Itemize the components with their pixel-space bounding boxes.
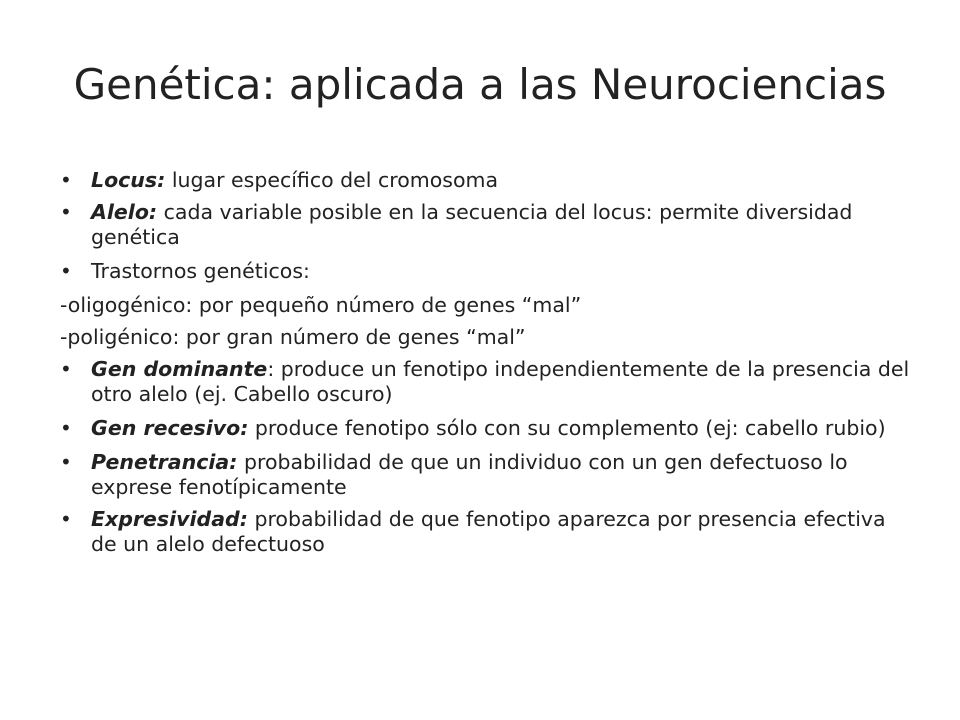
bullet-item-trastornos: [60, 259, 910, 284]
definition-expresividad: probabilidad de que fenotipo aparezca por presencia efectiva de un alelo defectuoso: [91, 507, 886, 556]
bullet-icon: •: [60, 168, 72, 192]
bullet-item-gen-recesivo: [60, 416, 910, 441]
definition-penetrancia: probabilidad de que un individuo con un gen defectuoso lo exprese fenotípicamente: [91, 450, 848, 499]
definition-alelo: cada variable posible en la secuencia del locus: permite diversidad genética: [91, 200, 853, 249]
slide-content: [60, 168, 910, 557]
bullet-item-locus: [60, 168, 910, 193]
term-penetrancia: Penetrancia:: [91, 450, 238, 474]
term-gen-recesivo: Gen recesivo:: [91, 416, 249, 440]
term-expresividad: Expresividad:: [91, 507, 248, 531]
bullet-icon: •: [60, 416, 72, 440]
slide-title: Genética: aplicada a las Neurociencias: [73, 60, 887, 109]
bullet-item-gen-dominante: [60, 357, 910, 407]
subitem-poligenico: [60, 325, 910, 350]
definition-gen-recesivo: produce fenotipo sólo con su complemento (ej: cabello rubio): [248, 416, 886, 440]
bullet-item-penetrancia: [60, 450, 910, 500]
term-alelo: Alelo:: [91, 200, 158, 224]
bullet-icon: •: [60, 450, 72, 474]
term-locus: Locus:: [91, 168, 166, 192]
trastornos-label: Trastornos genéticos:: [91, 259, 310, 283]
definition-locus: lugar específico del cromosoma: [165, 168, 499, 192]
bullet-icon: •: [60, 507, 72, 531]
poligenico-text: -poligénico: por gran número de genes “mal”: [60, 325, 526, 349]
bullet-icon: •: [60, 259, 72, 283]
bullet-item-expresividad: [60, 507, 910, 557]
definition-gen-dominante: : produce un fenotipo independientemente de la presencia del otro alelo (ej. Cabello oscuro): [91, 357, 910, 406]
bullet-icon: •: [60, 357, 72, 381]
bullet-icon: •: [60, 200, 72, 224]
oligogenico-text: -oligogénico: por pequeño número de genes “mal”: [60, 293, 582, 317]
bullet-item-alelo: [60, 200, 910, 250]
term-gen-dominante: Gen dominante: [91, 357, 268, 381]
subitem-oligogenico: [60, 293, 910, 318]
